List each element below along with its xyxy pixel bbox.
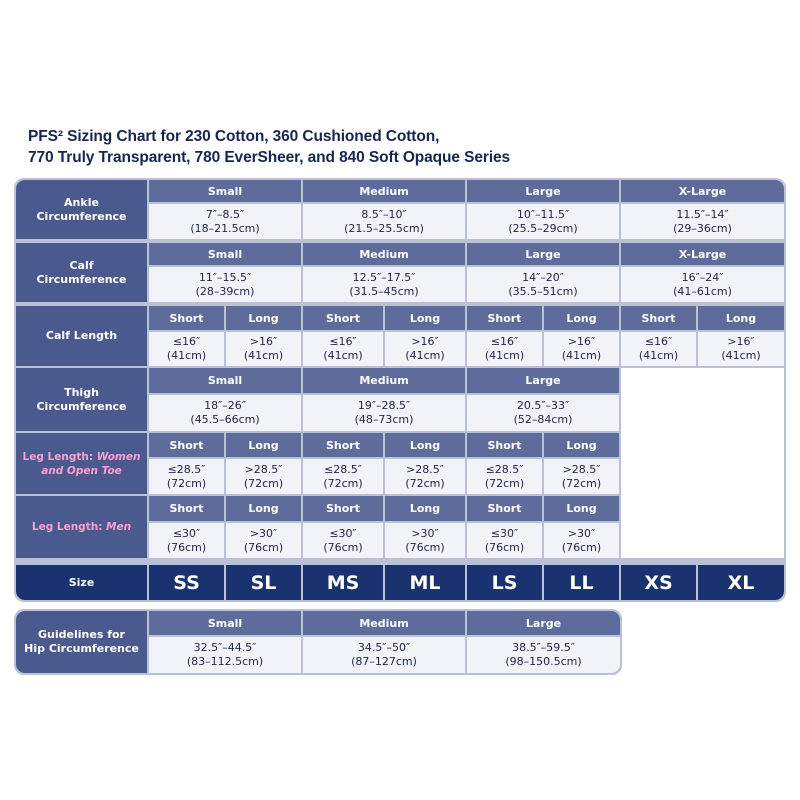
empty-area	[621, 368, 784, 558]
leg-men-value: >30″ (76cm)	[544, 523, 619, 558]
leg-men-value: ≤30″ (76cm)	[467, 523, 542, 558]
hip-value-medium: 34.5″–50″ (87–127cm)	[303, 637, 465, 673]
leg-women-value: >28.5″ (72cm)	[226, 459, 301, 494]
calf-length-value: ≤16″ (41cm)	[149, 332, 224, 366]
calf-length-header: Short	[149, 306, 224, 330]
ankle-value-xlarge: 11.5″–14″ (29–36cm)	[621, 204, 784, 239]
calf-value-xlarge: 16″–24″ (41–61cm)	[621, 267, 784, 302]
ankle-header-large: Large	[467, 180, 619, 202]
ankle-value-small: 7″–8.5″ (18–21.5cm)	[149, 204, 301, 239]
calf-value-small: 11″–15.5″ (28–39cm)	[149, 267, 301, 302]
calf-length-header: Long	[698, 306, 784, 330]
calf-length-value: >16″ (41cm)	[698, 332, 784, 366]
thigh-header-small: Small	[149, 368, 301, 393]
calf-length-value: >16″ (41cm)	[226, 332, 301, 366]
leg-women-header: Long	[544, 433, 619, 457]
title-line-1: PFS² Sizing Chart for 230 Cotton, 360 Cushioned Cotton,	[28, 128, 440, 145]
calf-header-xlarge: X-Large	[621, 243, 784, 265]
size-code-xs: XS	[621, 565, 696, 600]
title-line-2: 770 Truly Transparent, 780 EverSheer, and 840 Soft Opaque Series	[28, 149, 511, 166]
ankle-label: Ankle Circumference	[16, 180, 147, 239]
ankle-header-xlarge: X-Large	[621, 180, 784, 202]
hip-value-large: 38.5″–59.5″ (98–150.5cm)	[467, 637, 620, 673]
leg-men-value: >30″ (76cm)	[385, 523, 465, 558]
thigh-header-large: Large	[467, 368, 619, 393]
thigh-label: Thigh Circumference	[16, 368, 147, 431]
hip-value-small: 32.5″–44.5″ (83–112.5cm)	[149, 637, 301, 673]
thigh-value-small: 18″–26″ (45.5–66cm)	[149, 395, 301, 431]
leg-men-value: >30″ (76cm)	[226, 523, 301, 558]
calf-length-value: ≤16″ (41cm)	[621, 332, 696, 366]
calf-value-large: 14″–20″ (35.5–51cm)	[467, 267, 619, 302]
calf-length-header: Short	[621, 306, 696, 330]
leg-men-header: Short	[149, 496, 224, 521]
hip-header-large: Large	[467, 611, 620, 635]
ankle-value-medium: 8.5″–10″ (21.5–25.5cm)	[303, 204, 465, 239]
leg-women-value: ≤28.5″ (72cm)	[467, 459, 542, 494]
leg-women-value: ≤28.5″ (72cm)	[303, 459, 383, 494]
leg-men-value: ≤30″ (76cm)	[149, 523, 224, 558]
calf-label: Calf Circumference	[16, 243, 147, 302]
size-code-ss: SS	[149, 565, 224, 600]
leg-women-header: Long	[385, 433, 465, 457]
size-code-ll: LL	[544, 565, 619, 600]
ankle-header-medium: Medium	[303, 180, 465, 202]
ankle-value-large: 10″–11.5″ (25.5–29cm)	[467, 204, 619, 239]
calf-header-large: Large	[467, 243, 619, 265]
thigh-value-medium: 19″–28.5″ (48–73cm)	[303, 395, 465, 431]
leg-women-header: Short	[149, 433, 224, 457]
leg-women-value: >28.5″ (72cm)	[544, 459, 619, 494]
ankle-header-small: Small	[149, 180, 301, 202]
size-code-ml: ML	[385, 565, 465, 600]
thigh-header-medium: Medium	[303, 368, 465, 393]
leg-women-header: Short	[303, 433, 383, 457]
leg-length-women-label: Leg Length: Women and Open Toe	[16, 433, 147, 494]
calf-length-header: Short	[467, 306, 542, 330]
leg-women-value: ≤28.5″ (72cm)	[149, 459, 224, 494]
calf-length-header: Short	[303, 306, 383, 330]
calf-length-value: >16″ (41cm)	[385, 332, 465, 366]
calf-value-medium: 12.5″–17.5″ (31.5–45cm)	[303, 267, 465, 302]
size-code-ms: MS	[303, 565, 383, 600]
leg-men-header: Long	[385, 496, 465, 521]
leg-length-men-label: Leg Length: Men	[16, 496, 147, 558]
leg-men-header: Long	[226, 496, 301, 521]
calf-length-value: >16″ (41cm)	[544, 332, 619, 366]
leg-women-header: Long	[226, 433, 301, 457]
hip-header-medium: Medium	[303, 611, 465, 635]
calf-length-header: Long	[385, 306, 465, 330]
hip-label: Guidelines for Hip Circumference	[16, 611, 147, 673]
size-code-xl: XL	[698, 565, 784, 600]
calf-length-value: ≤16″ (41cm)	[303, 332, 383, 366]
page-title	[28, 126, 788, 168]
leg-women-header: Short	[467, 433, 542, 457]
leg-men-header: Long	[544, 496, 619, 521]
size-code-sl: SL	[226, 565, 301, 600]
size-label: Size	[16, 565, 147, 600]
leg-women-value: >28.5″ (72cm)	[385, 459, 465, 494]
hip-header-small: Small	[149, 611, 301, 635]
leg-men-value: ≤30″ (76cm)	[303, 523, 383, 558]
calf-length-value: ≤16″ (41cm)	[467, 332, 542, 366]
leg-men-header: Short	[467, 496, 542, 521]
calf-header-medium: Medium	[303, 243, 465, 265]
calf-length-header: Long	[226, 306, 301, 330]
calf-length-header: Long	[544, 306, 619, 330]
size-code-ls: LS	[467, 565, 542, 600]
calf-length-label: Calf Length	[16, 306, 147, 366]
thigh-value-large: 20.5″–33″ (52–84cm)	[467, 395, 619, 431]
leg-men-header: Short	[303, 496, 383, 521]
calf-header-small: Small	[149, 243, 301, 265]
